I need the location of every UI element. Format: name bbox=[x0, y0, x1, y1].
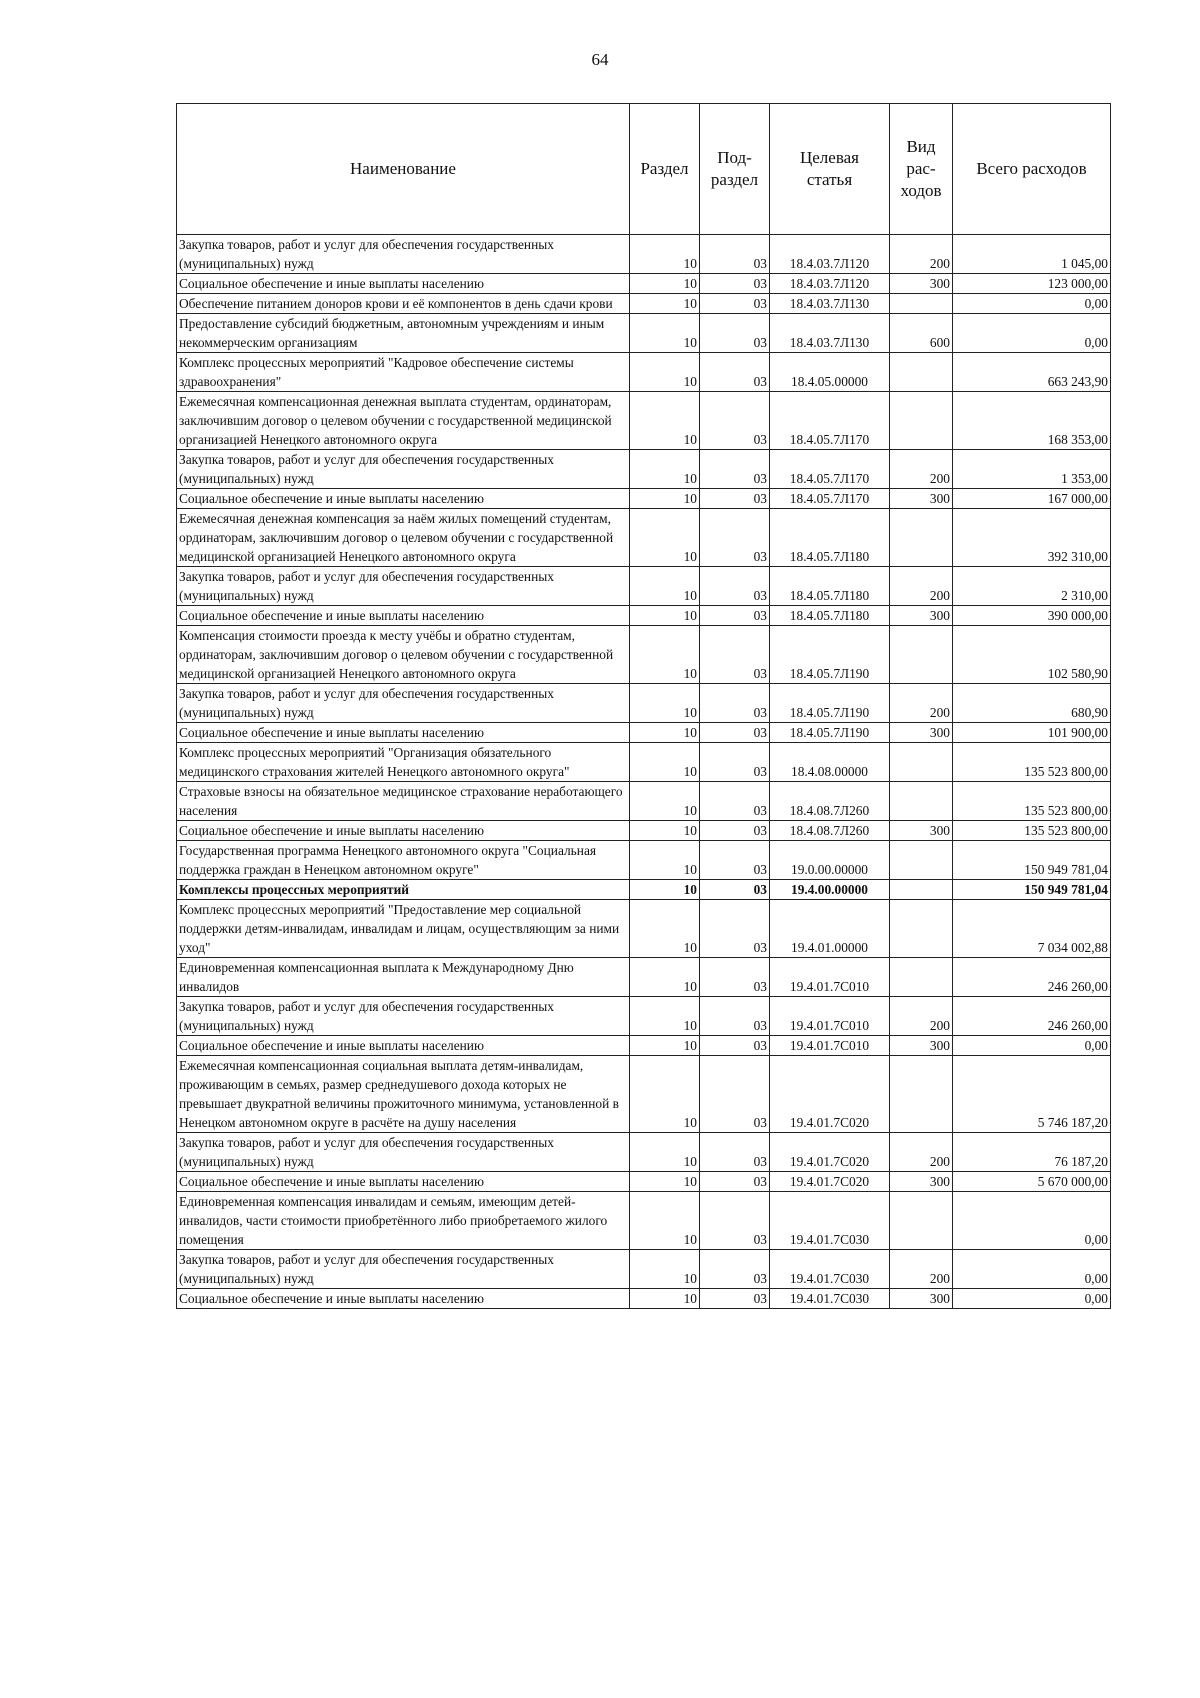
cell-section: 10 bbox=[630, 782, 700, 821]
table-row bbox=[177, 1172, 1111, 1192]
budget-table bbox=[176, 103, 1111, 1309]
cell-subsection: 03 bbox=[700, 567, 770, 606]
cell-subsection: 03 bbox=[700, 782, 770, 821]
cell-subsection: 03 bbox=[700, 723, 770, 743]
cell-subsection: 03 bbox=[700, 314, 770, 353]
cell-target-article: 19.4.01.7С020 bbox=[770, 1133, 890, 1172]
cell-section: 10 bbox=[630, 1289, 700, 1309]
table-row bbox=[177, 235, 1111, 274]
cell-total: 390 000,00 bbox=[953, 606, 1111, 626]
cell-subsection: 03 bbox=[700, 1036, 770, 1056]
cell-total: 0,00 bbox=[953, 1250, 1111, 1289]
cell-target-article: 18.4.05.7Л170 bbox=[770, 450, 890, 489]
cell-expense-kind: 200 bbox=[890, 997, 953, 1036]
cell-section: 10 bbox=[630, 997, 700, 1036]
cell-section: 10 bbox=[630, 274, 700, 294]
cell-target-article: 19.4.01.7С010 bbox=[770, 958, 890, 997]
header-expense-kind: Вид рас- ходов bbox=[890, 104, 953, 235]
cell-target-article: 18.4.08.7Л260 bbox=[770, 782, 890, 821]
cell-name: Ежемесячная компенсационная социальная выплата детям-инвалидам, проживающим в семьях, размер среднедушевого дохода которых не превышает двукратной величины прожиточного минимума, установленной в Ненецком автономном округе в расчёте на душу населения bbox=[177, 1056, 630, 1133]
cell-expense-kind bbox=[890, 294, 953, 314]
cell-subsection: 03 bbox=[700, 958, 770, 997]
cell-subsection: 03 bbox=[700, 235, 770, 274]
cell-name: Страховые взносы на обязательное медицинское страхование неработающего населения bbox=[177, 782, 630, 821]
cell-total: 123 000,00 bbox=[953, 274, 1111, 294]
cell-section: 10 bbox=[630, 606, 700, 626]
cell-expense-kind: 300 bbox=[890, 274, 953, 294]
cell-subsection: 03 bbox=[700, 997, 770, 1036]
table-row bbox=[177, 997, 1111, 1036]
cell-section: 10 bbox=[630, 821, 700, 841]
cell-section: 10 bbox=[630, 567, 700, 606]
cell-subsection: 03 bbox=[700, 1133, 770, 1172]
table-row bbox=[177, 821, 1111, 841]
cell-section: 10 bbox=[630, 626, 700, 684]
cell-name: Социальное обеспечение и иные выплаты населению bbox=[177, 489, 630, 509]
table-row bbox=[177, 958, 1111, 997]
cell-expense-kind: 200 bbox=[890, 235, 953, 274]
header-total: Всего расходов bbox=[953, 104, 1111, 235]
header-section: Раздел bbox=[630, 104, 700, 235]
header-target-article: Целевая статья bbox=[770, 104, 890, 235]
cell-section: 10 bbox=[630, 743, 700, 782]
cell-subsection: 03 bbox=[700, 489, 770, 509]
table-row bbox=[177, 274, 1111, 294]
cell-expense-kind: 200 bbox=[890, 567, 953, 606]
cell-expense-kind: 300 bbox=[890, 489, 953, 509]
cell-expense-kind: 200 bbox=[890, 450, 953, 489]
cell-target-article: 19.4.01.7С020 bbox=[770, 1056, 890, 1133]
table-row bbox=[177, 723, 1111, 743]
cell-name: Закупка товаров, работ и услуг для обеспечения государственных (муниципальных) нужд bbox=[177, 1133, 630, 1172]
cell-total: 168 353,00 bbox=[953, 392, 1111, 450]
cell-expense-kind bbox=[890, 958, 953, 997]
table-row bbox=[177, 626, 1111, 684]
cell-target-article: 18.4.03.7Л120 bbox=[770, 235, 890, 274]
cell-name: Комплекс процессных мероприятий "Организация обязательного медицинского страхования жителей Ненецкого автономного округа" bbox=[177, 743, 630, 782]
cell-target-article: 19.4.01.7С030 bbox=[770, 1192, 890, 1250]
cell-total: 663 243,90 bbox=[953, 353, 1111, 392]
cell-name: Закупка товаров, работ и услуг для обеспечения государственных (муниципальных) нужд bbox=[177, 684, 630, 723]
cell-target-article: 18.4.05.7Л170 bbox=[770, 489, 890, 509]
cell-expense-kind bbox=[890, 782, 953, 821]
cell-name: Комплексы процессных мероприятий bbox=[177, 880, 630, 900]
cell-target-article: 18.4.03.7Л130 bbox=[770, 294, 890, 314]
cell-subsection: 03 bbox=[700, 450, 770, 489]
cell-total: 1 353,00 bbox=[953, 450, 1111, 489]
table-row bbox=[177, 392, 1111, 450]
cell-section: 10 bbox=[630, 723, 700, 743]
cell-total: 102 580,90 bbox=[953, 626, 1111, 684]
cell-expense-kind bbox=[890, 626, 953, 684]
cell-total: 135 523 800,00 bbox=[953, 743, 1111, 782]
table-row bbox=[177, 509, 1111, 567]
header-name: Наименование bbox=[177, 104, 630, 235]
cell-target-article: 18.4.05.00000 bbox=[770, 353, 890, 392]
cell-section: 10 bbox=[630, 1250, 700, 1289]
cell-subsection: 03 bbox=[700, 606, 770, 626]
table-row bbox=[177, 880, 1111, 900]
header-subsection: Под- раздел bbox=[700, 104, 770, 235]
cell-section: 10 bbox=[630, 353, 700, 392]
cell-total: 5 746 187,20 bbox=[953, 1056, 1111, 1133]
cell-expense-kind: 300 bbox=[890, 1289, 953, 1309]
cell-expense-kind bbox=[890, 353, 953, 392]
cell-expense-kind: 300 bbox=[890, 1036, 953, 1056]
cell-subsection: 03 bbox=[700, 880, 770, 900]
cell-name: Предоставление субсидий бюджетным, автономным учреждениям и иным некоммерческим организациям bbox=[177, 314, 630, 353]
cell-total: 0,00 bbox=[953, 1036, 1111, 1056]
table-row bbox=[177, 353, 1111, 392]
cell-total: 0,00 bbox=[953, 314, 1111, 353]
cell-subsection: 03 bbox=[700, 684, 770, 723]
cell-name: Ежемесячная денежная компенсация за наём жилых помещений студентам, ординаторам, заключившим договор о целевом обучении с государственной медицинской организацией Ненецкого автономного округа bbox=[177, 509, 630, 567]
table-row bbox=[177, 1133, 1111, 1172]
cell-subsection: 03 bbox=[700, 626, 770, 684]
cell-section: 10 bbox=[630, 1056, 700, 1133]
cell-name: Обеспечение питанием доноров крови и её компонентов в день сдачи крови bbox=[177, 294, 630, 314]
cell-total: 101 900,00 bbox=[953, 723, 1111, 743]
cell-total: 246 260,00 bbox=[953, 958, 1111, 997]
cell-name: Социальное обеспечение и иные выплаты населению bbox=[177, 1172, 630, 1192]
cell-name: Комплекс процессных мероприятий "Предоставление мер социальной поддержки детям-инвалидам, инвалидам и лицам, осуществляющим за ними уход" bbox=[177, 900, 630, 958]
cell-total: 5 670 000,00 bbox=[953, 1172, 1111, 1192]
cell-total: 76 187,20 bbox=[953, 1133, 1111, 1172]
cell-target-article: 18.4.03.7Л130 bbox=[770, 314, 890, 353]
cell-subsection: 03 bbox=[700, 294, 770, 314]
cell-name: Ежемесячная компенсационная денежная выплата студентам, ординаторам, заключившим договор о целевом обучении с государственной медицинской организацией Ненецкого автономного округа bbox=[177, 392, 630, 450]
cell-section: 10 bbox=[630, 314, 700, 353]
table-row bbox=[177, 1036, 1111, 1056]
cell-total: 246 260,00 bbox=[953, 997, 1111, 1036]
cell-total: 0,00 bbox=[953, 294, 1111, 314]
cell-total: 7 034 002,88 bbox=[953, 900, 1111, 958]
cell-total: 150 949 781,04 bbox=[953, 841, 1111, 880]
cell-expense-kind: 200 bbox=[890, 684, 953, 723]
cell-subsection: 03 bbox=[700, 1192, 770, 1250]
cell-name: Комплекс процессных мероприятий "Кадровое обеспечение системы здравоохранения" bbox=[177, 353, 630, 392]
cell-name: Социальное обеспечение и иные выплаты населению bbox=[177, 821, 630, 841]
table-row bbox=[177, 841, 1111, 880]
table-header bbox=[177, 104, 1111, 235]
cell-subsection: 03 bbox=[700, 274, 770, 294]
cell-name: Закупка товаров, работ и услуг для обеспечения государственных (муниципальных) нужд bbox=[177, 450, 630, 489]
cell-section: 10 bbox=[630, 880, 700, 900]
cell-total: 0,00 bbox=[953, 1289, 1111, 1309]
table-row bbox=[177, 567, 1111, 606]
cell-target-article: 18.4.05.7Л180 bbox=[770, 606, 890, 626]
cell-name: Закупка товаров, работ и услуг для обеспечения государственных (муниципальных) нужд bbox=[177, 1250, 630, 1289]
cell-section: 10 bbox=[630, 489, 700, 509]
cell-subsection: 03 bbox=[700, 1250, 770, 1289]
cell-total: 0,00 bbox=[953, 1192, 1111, 1250]
cell-target-article: 18.4.03.7Л120 bbox=[770, 274, 890, 294]
cell-subsection: 03 bbox=[700, 821, 770, 841]
cell-name: Государственная программа Ненецкого автономного округа "Социальная поддержка граждан в Ненецком автономном округе" bbox=[177, 841, 630, 880]
cell-target-article: 19.4.01.7С030 bbox=[770, 1250, 890, 1289]
cell-section: 10 bbox=[630, 900, 700, 958]
cell-expense-kind: 300 bbox=[890, 1172, 953, 1192]
cell-expense-kind: 600 bbox=[890, 314, 953, 353]
cell-target-article: 18.4.05.7Л170 bbox=[770, 392, 890, 450]
cell-name: Закупка товаров, работ и услуг для обеспечения государственных (муниципальных) нужд bbox=[177, 235, 630, 274]
page-number: 64 bbox=[591, 50, 609, 69]
cell-name: Социальное обеспечение и иные выплаты населению bbox=[177, 1036, 630, 1056]
cell-expense-kind bbox=[890, 880, 953, 900]
cell-target-article: 18.4.05.7Л190 bbox=[770, 626, 890, 684]
cell-subsection: 03 bbox=[700, 841, 770, 880]
table-row bbox=[177, 314, 1111, 353]
cell-subsection: 03 bbox=[700, 1289, 770, 1309]
cell-total: 392 310,00 bbox=[953, 509, 1111, 567]
table-row bbox=[177, 1192, 1111, 1250]
cell-name: Социальное обеспечение и иные выплаты населению bbox=[177, 274, 630, 294]
cell-section: 10 bbox=[630, 235, 700, 274]
cell-target-article: 19.4.01.7С010 bbox=[770, 1036, 890, 1056]
cell-target-article: 18.4.08.00000 bbox=[770, 743, 890, 782]
cell-total: 1 045,00 bbox=[953, 235, 1111, 274]
table-row bbox=[177, 782, 1111, 821]
cell-name: Единовременная компенсационная выплата к Международному Дню инвалидов bbox=[177, 958, 630, 997]
cell-subsection: 03 bbox=[700, 392, 770, 450]
cell-expense-kind: 300 bbox=[890, 606, 953, 626]
cell-subsection: 03 bbox=[700, 353, 770, 392]
cell-total: 167 000,00 bbox=[953, 489, 1111, 509]
cell-subsection: 03 bbox=[700, 743, 770, 782]
table-body bbox=[177, 235, 1111, 1309]
cell-section: 10 bbox=[630, 1192, 700, 1250]
table-row bbox=[177, 1056, 1111, 1133]
cell-expense-kind bbox=[890, 743, 953, 782]
cell-expense-kind: 300 bbox=[890, 723, 953, 743]
cell-target-article: 19.4.00.00000 bbox=[770, 880, 890, 900]
cell-target-article: 19.4.01.7С020 bbox=[770, 1172, 890, 1192]
cell-expense-kind bbox=[890, 841, 953, 880]
cell-expense-kind bbox=[890, 509, 953, 567]
cell-target-article: 18.4.05.7Л190 bbox=[770, 723, 890, 743]
cell-expense-kind: 200 bbox=[890, 1250, 953, 1289]
table-row bbox=[177, 450, 1111, 489]
cell-target-article: 19.4.01.00000 bbox=[770, 900, 890, 958]
cell-subsection: 03 bbox=[700, 1172, 770, 1192]
cell-name: Социальное обеспечение и иные выплаты населению bbox=[177, 723, 630, 743]
cell-target-article: 18.4.08.7Л260 bbox=[770, 821, 890, 841]
cell-name: Компенсация стоимости проезда к месту учёбы и обратно студентам, ординаторам, заключившим договор о целевом обучении с государственной медицинской организацией Ненецкого автономного округа bbox=[177, 626, 630, 684]
cell-section: 10 bbox=[630, 1133, 700, 1172]
table-row bbox=[177, 900, 1111, 958]
cell-section: 10 bbox=[630, 294, 700, 314]
cell-expense-kind: 300 bbox=[890, 821, 953, 841]
cell-target-article: 19.4.01.7С010 bbox=[770, 997, 890, 1036]
cell-total: 135 523 800,00 bbox=[953, 782, 1111, 821]
cell-subsection: 03 bbox=[700, 900, 770, 958]
table-row bbox=[177, 489, 1111, 509]
cell-section: 10 bbox=[630, 1036, 700, 1056]
cell-section: 10 bbox=[630, 509, 700, 567]
cell-total: 150 949 781,04 bbox=[953, 880, 1111, 900]
cell-target-article: 18.4.05.7Л180 bbox=[770, 567, 890, 606]
cell-total: 2 310,00 bbox=[953, 567, 1111, 606]
cell-target-article: 18.4.05.7Л190 bbox=[770, 684, 890, 723]
cell-name: Социальное обеспечение и иные выплаты населению bbox=[177, 606, 630, 626]
cell-subsection: 03 bbox=[700, 1056, 770, 1133]
table-row bbox=[177, 743, 1111, 782]
cell-subsection: 03 bbox=[700, 509, 770, 567]
cell-section: 10 bbox=[630, 684, 700, 723]
cell-target-article: 19.4.01.7С030 bbox=[770, 1289, 890, 1309]
cell-name: Социальное обеспечение и иные выплаты населению bbox=[177, 1289, 630, 1309]
table-row bbox=[177, 294, 1111, 314]
cell-section: 10 bbox=[630, 392, 700, 450]
cell-section: 10 bbox=[630, 1172, 700, 1192]
table-row bbox=[177, 1289, 1111, 1309]
cell-name: Закупка товаров, работ и услуг для обеспечения государственных (муниципальных) нужд bbox=[177, 997, 630, 1036]
cell-expense-kind bbox=[890, 1056, 953, 1133]
cell-name: Единовременная компенсация инвалидам и семьям, имеющим детей-инвалидов, части стоимости приобретённого либо приобретаемого жилого помещения bbox=[177, 1192, 630, 1250]
cell-target-article: 19.0.00.00000 bbox=[770, 841, 890, 880]
table-row bbox=[177, 684, 1111, 723]
cell-total: 680,90 bbox=[953, 684, 1111, 723]
cell-section: 10 bbox=[630, 450, 700, 489]
cell-section: 10 bbox=[630, 958, 700, 997]
cell-section: 10 bbox=[630, 841, 700, 880]
cell-total: 135 523 800,00 bbox=[953, 821, 1111, 841]
table-row bbox=[177, 606, 1111, 626]
cell-target-article: 18.4.05.7Л180 bbox=[770, 509, 890, 567]
table-row bbox=[177, 1250, 1111, 1289]
cell-expense-kind bbox=[890, 900, 953, 958]
cell-expense-kind: 200 bbox=[890, 1133, 953, 1172]
cell-expense-kind bbox=[890, 1192, 953, 1250]
cell-name: Закупка товаров, работ и услуг для обеспечения государственных (муниципальных) нужд bbox=[177, 567, 630, 606]
cell-expense-kind bbox=[890, 392, 953, 450]
